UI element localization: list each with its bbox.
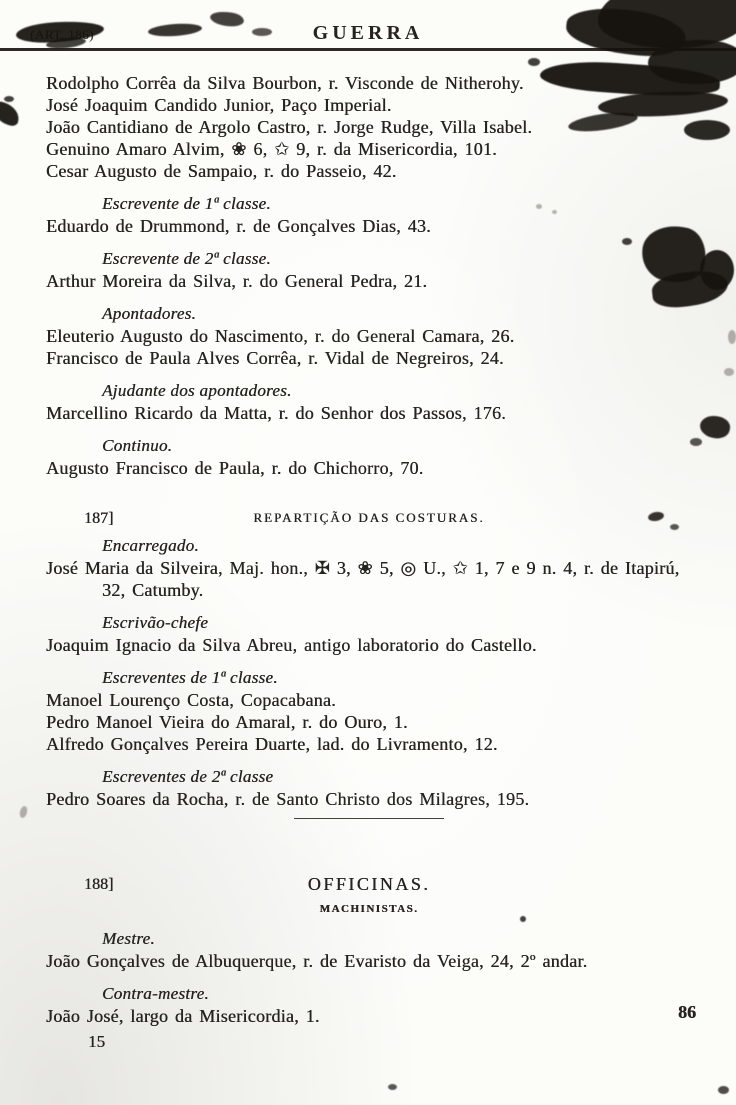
officinas-title: OFFICINAS.	[307, 874, 431, 894]
directory-entry: Eleuterio Augusto do Nascimento, r. do General Camara, 26.	[46, 326, 515, 346]
role-heading: Escreventes de 2ª classe	[102, 767, 274, 786]
ink-blot	[670, 524, 679, 530]
directory-entry: Augusto Francisco de Paula, r. do Chichorro, 70.	[46, 458, 424, 478]
directory-entry: João José, largo da Misericordia, 1.	[46, 1006, 320, 1026]
directory-entry: Francisco de Paula Alves Corrêa, r. Vidal de Negreiros, 24.	[46, 348, 504, 368]
directory-entry: João Cantidiano de Argolo Castro, r. Jorge Rudge, Villa Isabel.	[46, 117, 533, 137]
section-divider	[294, 818, 444, 819]
directory-entry: Cesar Augusto de Sampaio, r. do Passeio, 42.	[46, 161, 397, 181]
role-heading: Contra-mestre.	[102, 984, 209, 1003]
section-187	[46, 507, 692, 529]
section-188	[46, 873, 692, 917]
directory-entry: Alfredo Gonçalves Pereira Duarte, lad. do Livramento, 12.	[46, 734, 498, 754]
role-heading: Escreventes de 1ª classe.	[102, 668, 278, 687]
ink-blot	[388, 1084, 397, 1090]
directory-entry: Pedro Soares da Rocha, r. de Santo Christo dos Milagres, 195.	[46, 789, 530, 809]
ink-blot	[528, 58, 540, 66]
ink-blot	[690, 438, 702, 446]
machinistas-subtitle: MACHINISTAS.	[319, 903, 419, 915]
ink-smudge	[552, 210, 557, 214]
directory-entry: Eduardo de Drummond, r. de Gonçalves Dias, 43.	[46, 216, 431, 236]
ink-smudge	[724, 368, 734, 376]
ink-blot	[684, 120, 730, 140]
directory-entry: José Joaquim Candido Junior, Paço Imperial.	[46, 95, 392, 115]
directory-entry: Manoel Lourenço Costa, Copacabana.	[46, 690, 336, 710]
section-number: 188]	[84, 876, 114, 893]
directory-entry: José Maria da Silveira, Maj. hon., ✠ 3, ❀ 5, ◎ U., ✩ 1, 7 e 9 n. 4, r. de Itapirú, 32, Catumby.	[46, 558, 680, 600]
role-heading: Escrevente de 1ª classe.	[102, 194, 271, 213]
page-number: 86	[678, 1002, 696, 1022]
role-heading: Ajudante dos apontadores.	[102, 381, 292, 400]
ink-blot	[252, 28, 272, 36]
printer-signature: 15	[88, 1032, 105, 1051]
ink-smudge	[19, 805, 29, 818]
ink-blot	[622, 238, 632, 245]
ink-blot	[4, 96, 14, 102]
role-heading: Continuo.	[102, 436, 173, 455]
role-heading: Mestre.	[102, 929, 155, 948]
section-title: REPARTIÇÃO DAS COSTURAS.	[253, 510, 485, 525]
ink-blot	[698, 413, 732, 441]
directory-entry: Joaquim Ignacio da Silva Abreu, antigo laboratorio do Castello.	[46, 635, 537, 655]
directory-entry: Marcellino Ricardo da Matta, r. do Senhor dos Passos, 176.	[46, 403, 506, 423]
role-heading: Encarregado.	[102, 536, 199, 555]
directory-entry: Genuino Amaro Alvim, ❀ 6, ✩ 9, r. da Misericordia, 101.	[46, 139, 497, 159]
directory-entry: João Gonçalves de Albuquerque, r. de Evaristo da Veiga, 24, 2º andar.	[46, 951, 588, 971]
ink-blot	[520, 916, 526, 922]
page-title: GUERRA	[312, 22, 424, 44]
role-heading: Apontadores.	[102, 304, 197, 323]
ink-blot	[718, 1086, 729, 1094]
ink-smudge	[536, 204, 542, 209]
role-heading: Escrivão-chefe	[102, 613, 209, 632]
ink-blot	[0, 100, 22, 127]
ink-blot	[700, 250, 734, 290]
section-number: 187]	[84, 510, 114, 527]
directory-entry: Rodolpho Corrêa da Silva Bourbon, r. Visconde de Nitherohy.	[46, 73, 524, 93]
role-heading: Escrevente de 2ª classe.	[102, 249, 271, 268]
directory-entry: Arthur Moreira da Silva, r. do General Pedra, 21.	[46, 271, 428, 291]
page-content	[46, 58, 692, 1053]
ink-smudge	[728, 330, 736, 344]
directory-entry: Pedro Manoel Vieira do Amaral, r. do Ouro, 1.	[46, 712, 408, 732]
